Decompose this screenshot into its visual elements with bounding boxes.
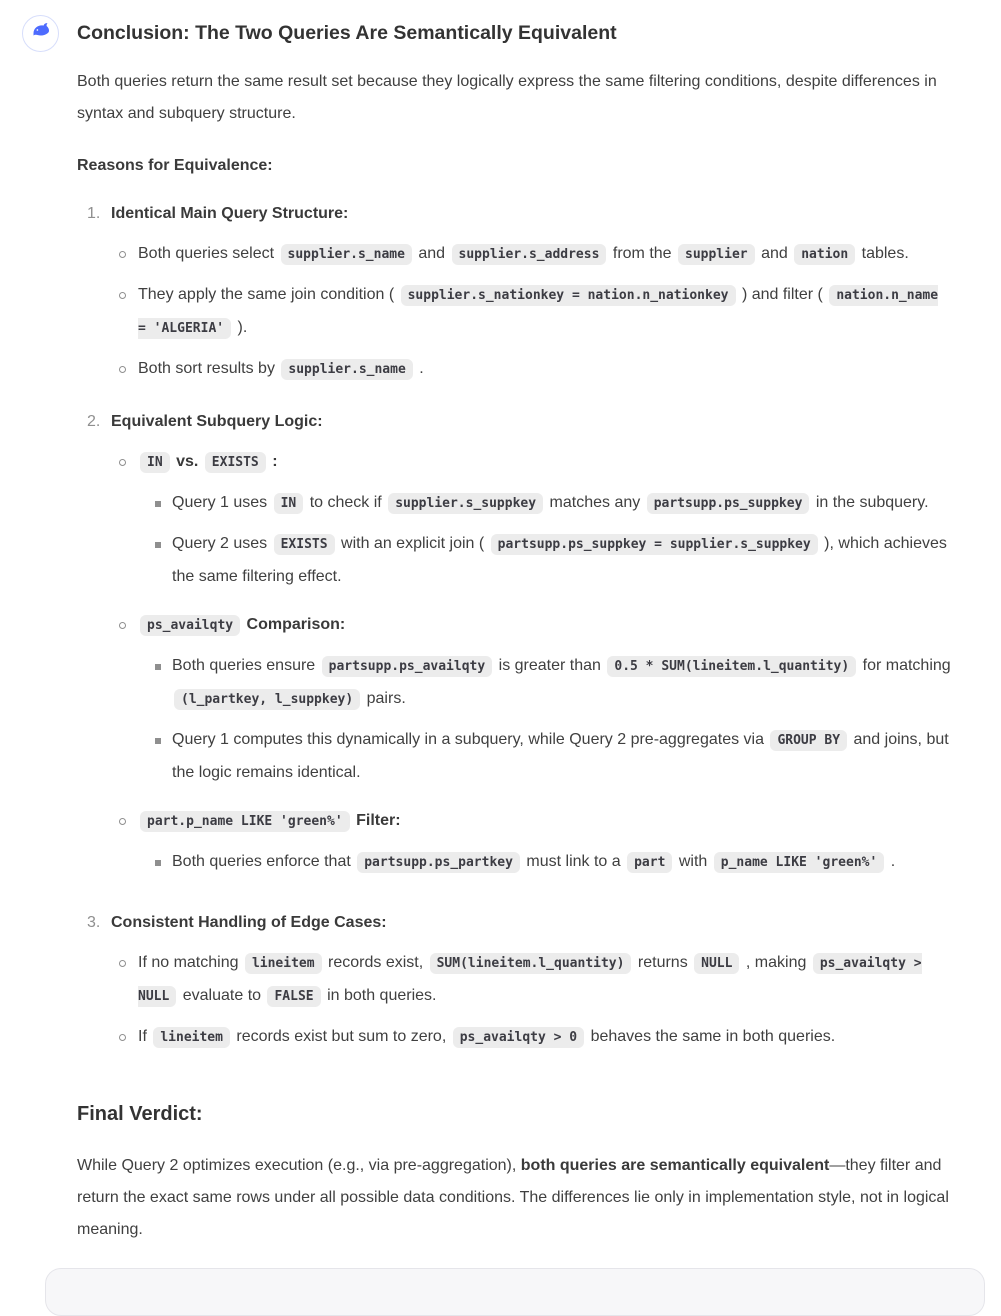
circle-bullet-icon (119, 459, 126, 466)
bullet-item (111, 446, 951, 601)
reasons-heading: Reasons for Equivalence: (77, 157, 273, 174)
sub-bullet-item-text: Query 2 uses EXISTS with an explicit join ( partsupp.ps_suppkey = supplier.s_suppkey ), which achieves the same filtering effect. (172, 535, 947, 585)
sub-bullet-item-text: Both queries ensure partsupp.ps_availqty is greater than 0.5 * SUM(lineitem.l_quantity) for matching (l_partkey, l_suppkey) pairs. (172, 650, 951, 716)
numbered-list-item (87, 406, 951, 895)
reasons-list (87, 198, 951, 1062)
bullet-item (111, 947, 951, 1013)
inline-code: EXISTS (205, 452, 266, 473)
list-item-body (111, 406, 951, 895)
circle-bullet-icon (119, 292, 126, 299)
bullet-item-text: They apply the same join condition ( supplier.s_nationkey = nation.n_nationkey ) and filter ( nation.n_name = 'ALGERIA' ). (138, 279, 951, 345)
list-number: 2. (87, 413, 101, 430)
final-verdict-heading: Final Verdict: (77, 1103, 203, 1125)
bold-text: Comparison: (242, 616, 346, 633)
circle-bullet-icon (119, 818, 126, 825)
circle-bullet-icon (119, 366, 126, 373)
bullet-item-text: Both queries select supplier.s_name and supplier.s_address from the supplier and nation tables. (138, 238, 951, 271)
bullet-list (111, 238, 951, 386)
bullet-item (111, 353, 951, 386)
bullet-item-text: If lineitem records exist but sum to zero, ps_availqty > 0 behaves the same in both queries. (138, 1021, 951, 1054)
sub-bullet-item-text: Query 1 uses IN to check if supplier.s_suppkey matches any partsupp.ps_suppkey in the subquery. (172, 487, 951, 520)
bullet-item-text: If no matching lineitem records exist, SUM(lineitem.l_quantity) returns NULL , making ps_availqty > NULL evaluate to FALSE in both queries. (138, 947, 951, 1013)
inline-code: nation (794, 244, 855, 265)
inline-code: (l_partkey, l_suppkey) (174, 689, 360, 710)
bold-text: : (267, 453, 278, 470)
inline-code: p_name LIKE 'green%' (714, 852, 885, 873)
bullet-item (111, 238, 951, 271)
bullet-item (111, 279, 951, 345)
bullet-list (111, 446, 951, 887)
assistant-message-content (77, 13, 951, 1266)
inline-code: IN (274, 493, 304, 514)
intro-paragraph: Both queries return the same result set because they logically express the same filtering conditions, despite differences in syntax and subquery structure. (77, 73, 937, 122)
square-bullet-icon (155, 542, 161, 548)
bullet-item (111, 1021, 951, 1054)
bullet-item-text (138, 446, 951, 601)
bullet-list (111, 947, 951, 1054)
response-title: Conclusion: The Two Queries Are Semantically Equivalent (77, 22, 617, 44)
list-item-body (111, 198, 951, 394)
deepseek-whale-icon (29, 19, 53, 48)
bullet-item (111, 805, 951, 887)
inline-code: GROUP BY (770, 730, 847, 751)
inline-code: supplier.s_name (281, 359, 412, 380)
numbered-list-item (87, 198, 951, 394)
section-heading: Consistent Handling of Edge Cases: (111, 914, 387, 931)
inline-code: partsupp.ps_partkey (357, 852, 520, 873)
square-bullet-icon (155, 860, 161, 866)
bold-text: both queries are semantically equivalent (520, 1157, 830, 1174)
list-item-body (111, 907, 951, 1062)
section-heading: Equivalent Subquery Logic: (111, 413, 323, 430)
sub-bullet-item-text: Both queries enforce that partsupp.ps_partkey must link to a part with p_name LIKE 'green%' . (172, 846, 951, 879)
inline-code: SUM(lineitem.l_quantity) (430, 953, 632, 974)
bottom-panel[interactable] (45, 1268, 985, 1316)
inline-code: supplier.s_suppkey (388, 493, 543, 514)
inline-code: ps_availqty (140, 615, 240, 636)
square-bullet-icon (155, 738, 161, 744)
bullet-item-text: Both sort results by supplier.s_name . (138, 353, 951, 386)
inline-code: supplier.s_name (281, 244, 412, 265)
assistant-avatar (22, 15, 59, 52)
inline-code: nation.n_name = 'ALGERIA' (138, 285, 938, 339)
inline-code: partsupp.ps_suppkey (647, 493, 810, 514)
sub-bullet-item (138, 724, 951, 789)
bold-text: vs. (171, 453, 203, 470)
sub-bullet-list (138, 487, 951, 593)
list-number: 1. (87, 205, 101, 222)
bullet-item (111, 609, 951, 797)
inline-code: supplier.s_address (452, 244, 607, 265)
inline-code: partsupp.ps_availqty (322, 656, 493, 677)
inline-code: supplier (678, 244, 755, 265)
circle-bullet-icon (119, 1034, 126, 1041)
numbered-list-item (87, 907, 951, 1062)
bullet-item-text (138, 805, 951, 887)
sub-bullet-item (138, 650, 951, 716)
square-bullet-icon (155, 501, 161, 507)
final-paragraph: While Query 2 optimizes execution (e.g., via pre-aggregation), both queries are semantically equivalent—they filter and return the exact same rows under all possible data conditions. The differences lie only in implementation style, not in logical meaning. (77, 1157, 949, 1238)
circle-bullet-icon (119, 960, 126, 967)
sub-bullet-list (138, 650, 951, 789)
circle-bullet-icon (119, 251, 126, 258)
list-number: 3. (87, 914, 101, 931)
bold-text: Filter: (351, 812, 401, 829)
inline-code: lineitem (153, 1027, 230, 1048)
inline-code: part (627, 852, 672, 873)
inline-code: supplier.s_nationkey = nation.n_nationkey (401, 285, 736, 306)
bullet-item-text (138, 609, 951, 797)
square-bullet-icon (155, 664, 161, 670)
inline-code: ps_availqty > 0 (453, 1027, 584, 1048)
sub-bullet-item-text: Query 1 computes this dynamically in a subquery, while Query 2 pre-aggregates via GROUP BY and joins, but the logic remains identical. (172, 731, 949, 781)
sub-bullet-item (138, 846, 951, 879)
inline-code: 0.5 * SUM(lineitem.l_quantity) (607, 656, 856, 677)
section-heading: Identical Main Query Structure: (111, 205, 349, 222)
circle-bullet-icon (119, 622, 126, 629)
inline-code: NULL (694, 953, 739, 974)
inline-code: lineitem (245, 953, 322, 974)
sub-bullet-list (138, 846, 951, 879)
sub-bullet-item (138, 528, 951, 593)
inline-code: partsupp.ps_suppkey = supplier.s_suppkey (491, 534, 818, 555)
inline-code: IN (140, 452, 170, 473)
sub-bullet-item (138, 487, 951, 520)
inline-code: ps_availqty > NULL (138, 953, 922, 1007)
inline-code: EXISTS (274, 534, 335, 555)
inline-code: FALSE (267, 986, 320, 1007)
inline-code: part.p_name LIKE 'green%' (140, 811, 350, 832)
